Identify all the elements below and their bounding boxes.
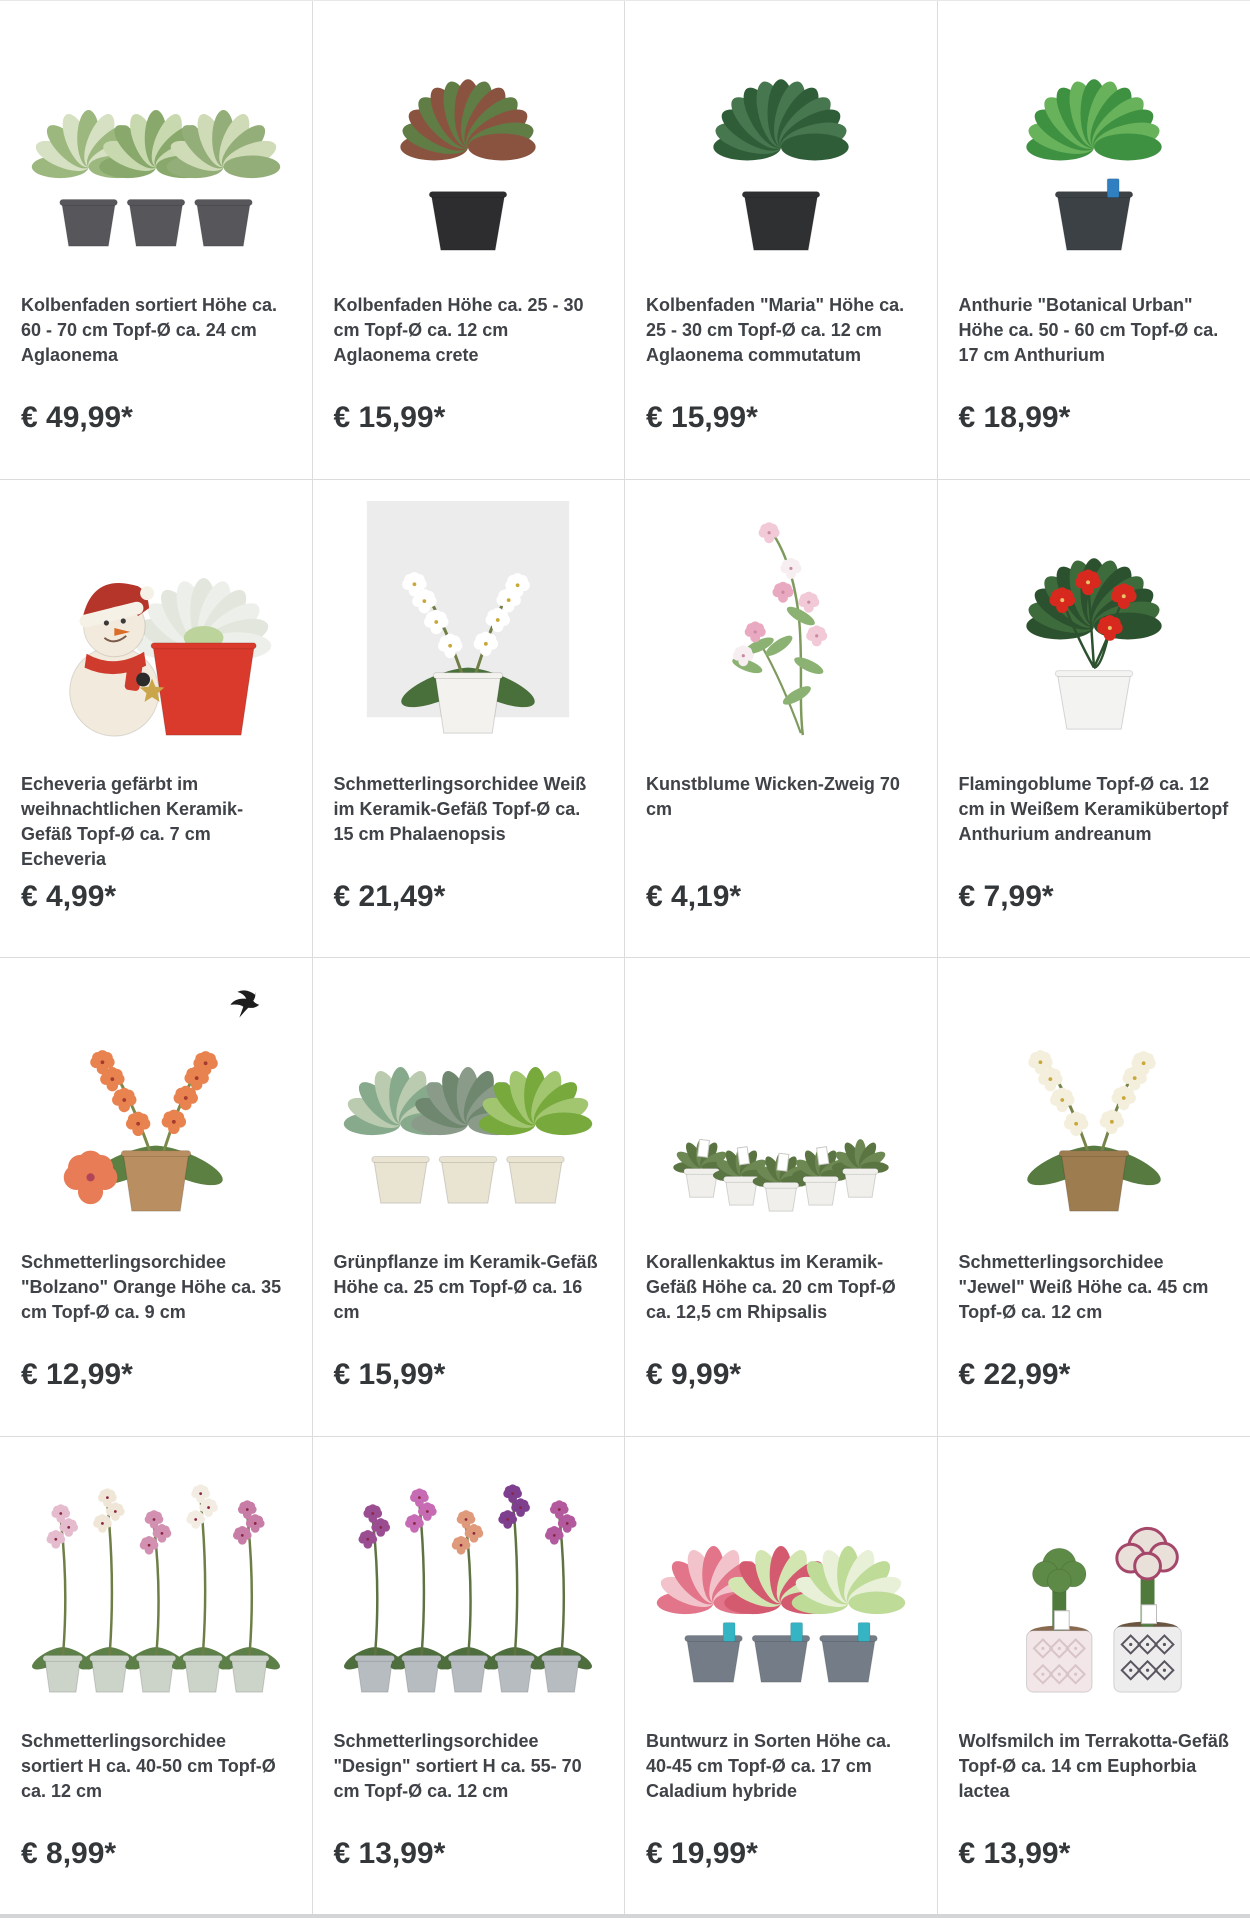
product-card[interactable] (313, 958, 626, 1437)
product-price: € 18,99* (958, 401, 1071, 434)
product-price: € 21,49* (333, 879, 446, 913)
product-image[interactable] (959, 1447, 1230, 1709)
product-image[interactable] (646, 1447, 916, 1709)
product-card[interactable] (313, 1, 626, 480)
product-image[interactable] (21, 11, 291, 273)
product-price: € 4,99* (21, 879, 117, 913)
product-price: € 8,99* (21, 1836, 117, 1870)
product-price: € 22,99* (958, 1358, 1071, 1391)
product-image[interactable] (334, 490, 604, 752)
product-image[interactable] (334, 1447, 604, 1709)
product-card[interactable] (0, 480, 313, 959)
product-image[interactable] (334, 968, 604, 1230)
product-image[interactable] (21, 490, 291, 752)
product-card[interactable] (625, 958, 938, 1437)
product-price: € 13,99* (333, 1836, 446, 1870)
product-title[interactable]: Kolbenfaden "Maria" Höhe ca. 25 - 30 cm Topf-Ø ca. 12 cm Aglaonema commutatum (646, 295, 905, 365)
product-title[interactable]: Schmetterlingsorchidee "Jewel" Weiß Höhe ca. 45 cm Topf-Ø ca. 12 cm (958, 1252, 1209, 1322)
product-title[interactable]: Schmetterlingsorchidee "Design" sortiert H ca. 55- 70 cm Topf-Ø ca. 12 cm (333, 1730, 582, 1801)
product-card[interactable] (625, 1437, 938, 1916)
product-price: € 15,99* (333, 1358, 446, 1391)
product-price: € 9,99* (646, 1358, 742, 1391)
product-card[interactable] (313, 1437, 626, 1916)
bottom-divider (0, 1914, 1250, 1918)
product-price: € 13,99* (958, 1836, 1071, 1870)
product-image[interactable] (646, 11, 916, 273)
product-image[interactable] (959, 968, 1230, 1230)
product-price: € 4,19* (646, 879, 742, 913)
product-image[interactable] (959, 490, 1230, 752)
product-title[interactable]: Anthurie "Botanical Urban" Höhe ca. 50 - 60 cm Topf-Ø ca. 17 cm Anthurium (958, 295, 1219, 365)
product-card[interactable] (625, 1, 938, 480)
product-price: € 49,99* (21, 401, 133, 434)
product-title[interactable]: Grünpflanze im Keramik-Gefäß Höhe ca. 25 cm Topf-Ø ca. 16 cm (333, 1252, 598, 1322)
product-title[interactable]: Schmetterlingsorchidee sortiert H ca. 40-50 cm Topf-Ø ca. 12 cm (21, 1730, 276, 1801)
product-image[interactable] (21, 968, 291, 1230)
product-title[interactable]: Flamingoblume Topf-Ø ca. 12 cm in Weißem Keramikübertopf Anthurium andreanum (958, 773, 1229, 844)
product-price: € 7,99* (958, 879, 1054, 913)
product-price: € 12,99* (21, 1358, 133, 1391)
product-image[interactable] (334, 11, 604, 273)
product-card[interactable] (938, 1, 1250, 480)
product-title[interactable]: Kolbenfaden sortiert Höhe ca. 60 - 70 cm Topf-Ø ca. 24 cm Aglaonema (21, 295, 278, 365)
product-card[interactable] (938, 480, 1250, 959)
product-card[interactable] (938, 958, 1250, 1437)
product-card[interactable] (0, 1, 313, 480)
product-price: € 15,99* (333, 401, 446, 434)
product-card[interactable] (938, 1437, 1250, 1916)
product-title[interactable]: Buntwurz in Sorten Höhe ca. 40-45 cm Topf-Ø ca. 17 cm Caladium hybride (646, 1730, 892, 1801)
product-card[interactable] (0, 1437, 313, 1916)
product-title[interactable]: Kunstblume Wicken-Zweig 70 cm (646, 773, 900, 819)
product-title[interactable]: Echeveria gefärbt im weihnachtlichen Keramik-Gefäß Topf-Ø ca. 7 cm Echeveria (21, 773, 244, 869)
product-image[interactable] (646, 968, 916, 1230)
product-title[interactable]: Korallenkaktus im Keramik-Gefäß Höhe ca. 20 cm Topf-Ø ca. 12,5 cm Rhipsalis (646, 1252, 896, 1322)
product-image[interactable] (646, 490, 916, 752)
product-card[interactable] (313, 480, 626, 959)
product-price: € 19,99* (646, 1836, 758, 1870)
product-title[interactable]: Schmetterlingsorchidee Weiß im Keramik-Gefäß Topf-Ø ca. 15 cm Phalaenopsis (333, 773, 587, 844)
product-card[interactable] (625, 480, 938, 959)
product-title[interactable]: Schmetterlingsorchidee "Bolzano" Orange Höhe ca. 35 cm Topf-Ø ca. 9 cm (21, 1252, 282, 1322)
product-title[interactable]: Kolbenfaden Höhe ca. 25 - 30 cm Topf-Ø ca. 12 cm Aglaonema crete (333, 295, 584, 365)
product-price: € 15,99* (646, 401, 758, 434)
product-image[interactable] (21, 1447, 291, 1709)
product-card[interactable] (0, 958, 313, 1437)
product-title[interactable]: Wolfsmilch im Terrakotta-Gefäß Topf-Ø ca. 14 cm Euphorbia lactea (958, 1730, 1229, 1801)
product-image[interactable] (959, 11, 1230, 273)
product-grid (0, 1, 1250, 1915)
